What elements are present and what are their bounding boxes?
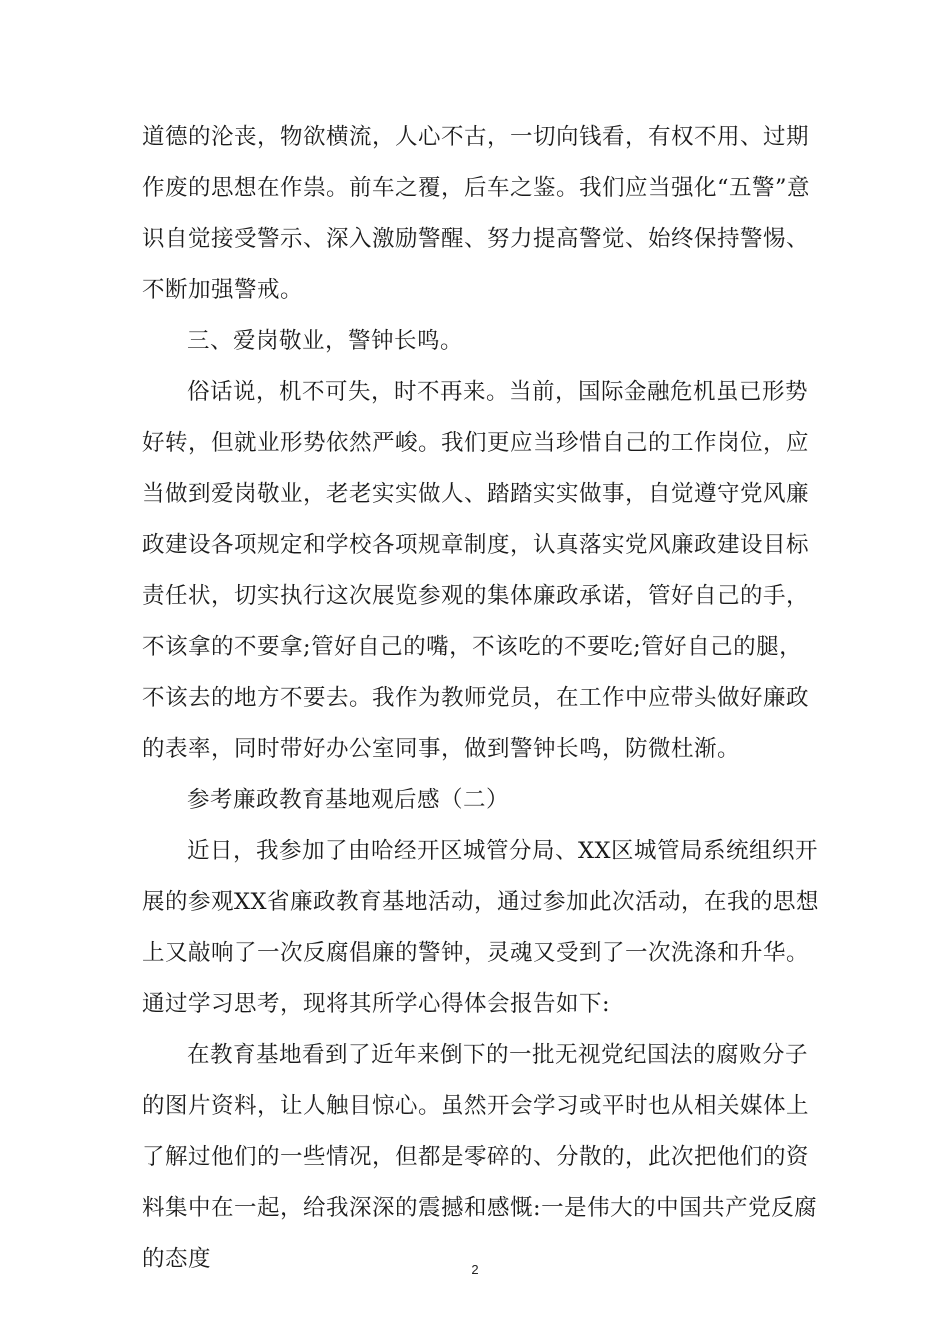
page-number: 2 xyxy=(471,1262,479,1277)
paragraph: 近日，我参加了由哈经开区城管分局、XX区城管局系统组织开展的参观XX省廉政教育基地活动，通过参加此次活动，在我的思想上又敲响了一次反腐倡廉的警钟，灵魂又受到了一次洗涤和升华。通过学习思考，现将其所学心得体会报告如下: xyxy=(142,838,820,1017)
paragraph: 在教育基地看到了近年来倒下的一批无视党纪国法的腐败分子的图片资料，让人触目惊心。虽然开会学习或平时也从相关媒体上了解过他们的一些情况，但都是零碎的、分散的，此次把他们的资料集中在一起，给我深深的震撼和感慨:一是伟大的中国共产党反腐的态度 xyxy=(142,1042,818,1272)
article-title-two: 参考廉政教育基地观后感（二） xyxy=(187,787,510,813)
paragraph-continuation: 道德的沦丧，物欲横流，人心不古，一切向钱看，有权不用、过期作废的思想在作祟。前车之覆，后车之鉴。我们应当强化“五警”意识自觉接受警示、深入激励警醒、努力提高警觉、始终保持警惕、不断加强警戒。 xyxy=(142,124,811,303)
body-text xyxy=(142,112,822,1285)
paragraph: 俗话说，机不可失，时不再来。当前，国际金融危机虽已形势好转，但就业形势依然严峻。我们更应当珍惜自己的工作岗位，应当做到爱岗敬业，老老实实做人、踏踏实实做事，自觉遵守党风廉政建设各项规定和学校各项规章制度，认真落实党风廉政建设目标责任状，切实执行这次展览参观的集体廉政承诺，管好自己的手，不该拿的不要拿;管好自己的嘴，不该吃的不要吃;管好自己的腿，不该去的地方不要去。我作为教师党员，在工作中应带头做好廉政的表率，同时带好办公室同事，做到警钟长鸣，防微杜渐。 xyxy=(142,379,810,762)
section-heading-three: 三、爱岗敬业，警钟长鸣。 xyxy=(187,328,464,354)
